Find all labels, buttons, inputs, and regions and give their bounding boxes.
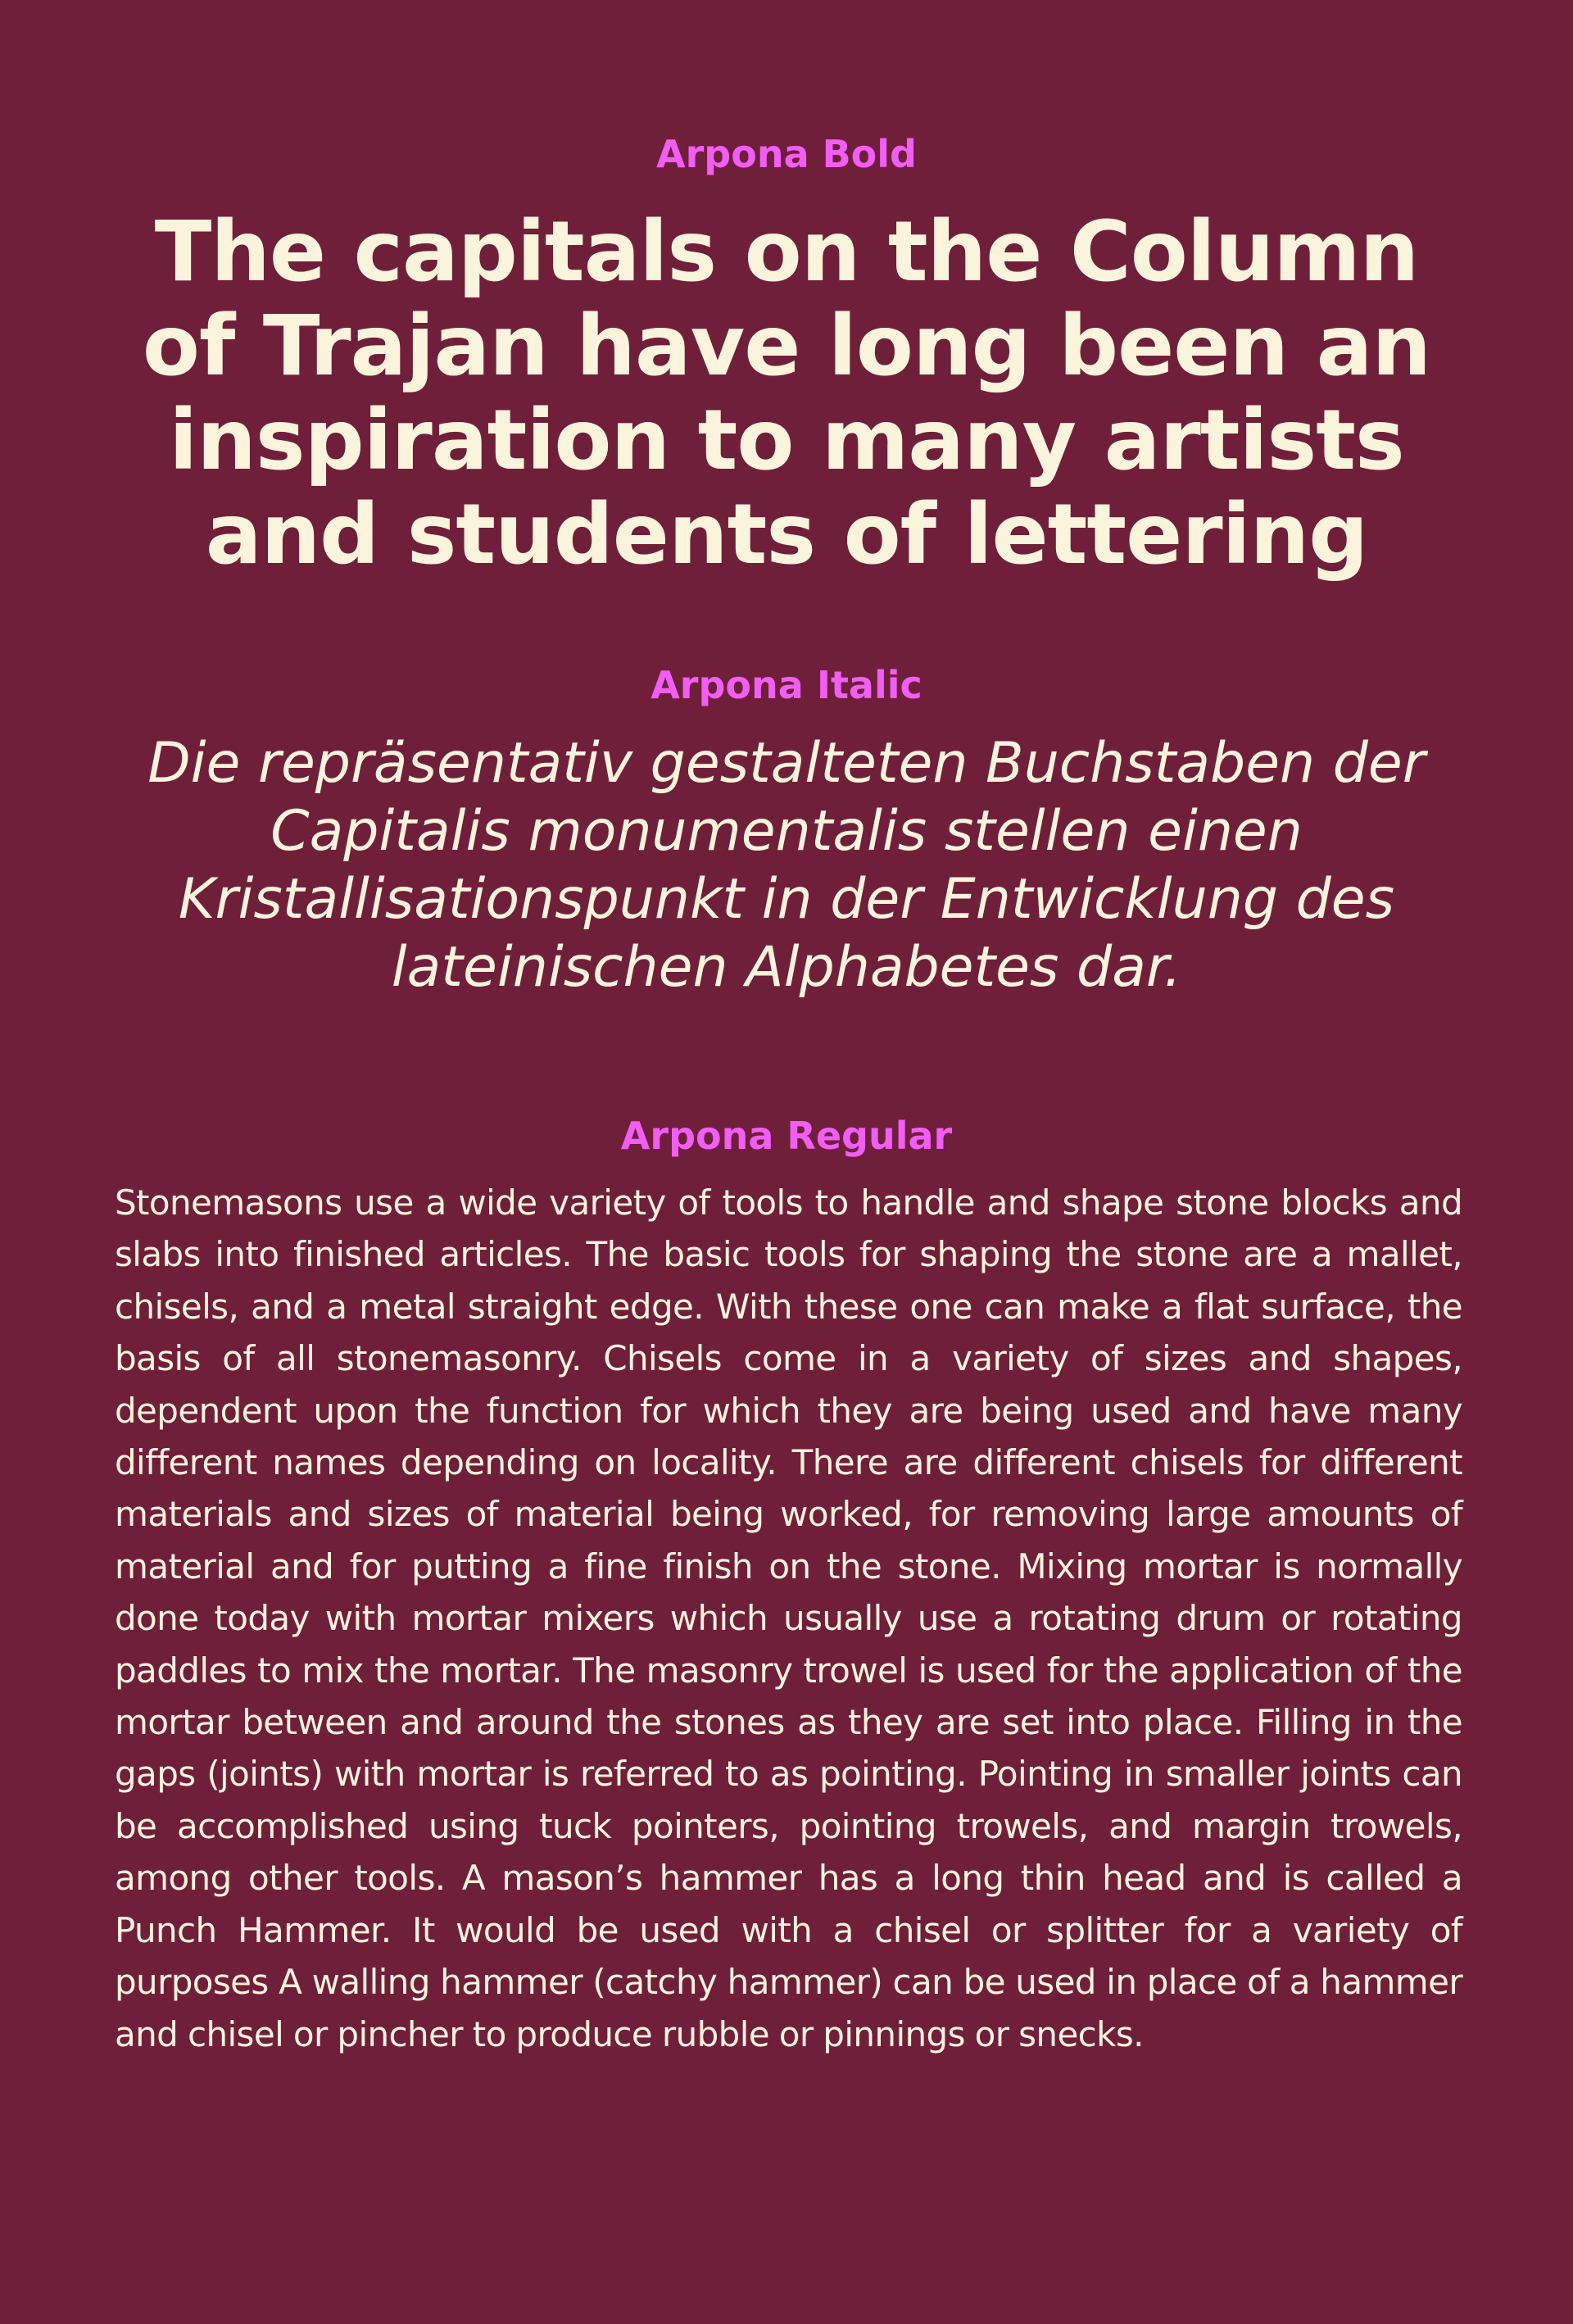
regular-style-label: Arpona Regular <box>620 1114 953 1158</box>
bold-style-label: Arpona Bold <box>656 132 917 176</box>
italic-sample-text: Die repräsentativ gestalteten Buchstaben der Capitalis monumentalis stellen einen Kristallisationspunkt in der Entwicklung des lateinischen Alphabetes dar. <box>147 731 1426 1000</box>
italic-style-label: Arpona Italic <box>651 663 922 707</box>
bold-sample-headline: The capitals on the Column of Trajan have long been an inspiration to many artists and students of lettering <box>142 203 1431 583</box>
regular-sample-paragraph: Stonemasons use a wide variety of tools to handle and shape stone blocks and slabs into finished articles. The basic tools for shaping the stone are a mallet, chisels, and a metal straight edge. With these one can make a flat surface, the basis of all stonemasonry. Chisels come in a variety of sizes and shapes, dependent upon the function for which they are being used and have many different names depending on locality. There are different chisels for different materials and sizes of material being worked, for removing large amounts of material and for putting a fine finish on the stone. Mixing mortar is normally done today with mortar mixers which usually use a rotating drum or rotating paddles to mix the mortar. The masonry trowel is used for the application of the mortar between and around the stones as they are set into place. Filling in the gaps (joints) with mortar is referred to as pointing. Pointing in smaller joints can be accomplished using tuck pointers, pointing trowels, and margin trowels, among other tools. A mason’s hammer has a long thin head and is called a Punch Hammer. It would be used with a chisel or splitter for a variety of purposes A walling hammer (catchy hammer) can be used in place of a hammer and chisel or pincher to produce rubble or pinnings or snecks. <box>115 1182 1462 2054</box>
